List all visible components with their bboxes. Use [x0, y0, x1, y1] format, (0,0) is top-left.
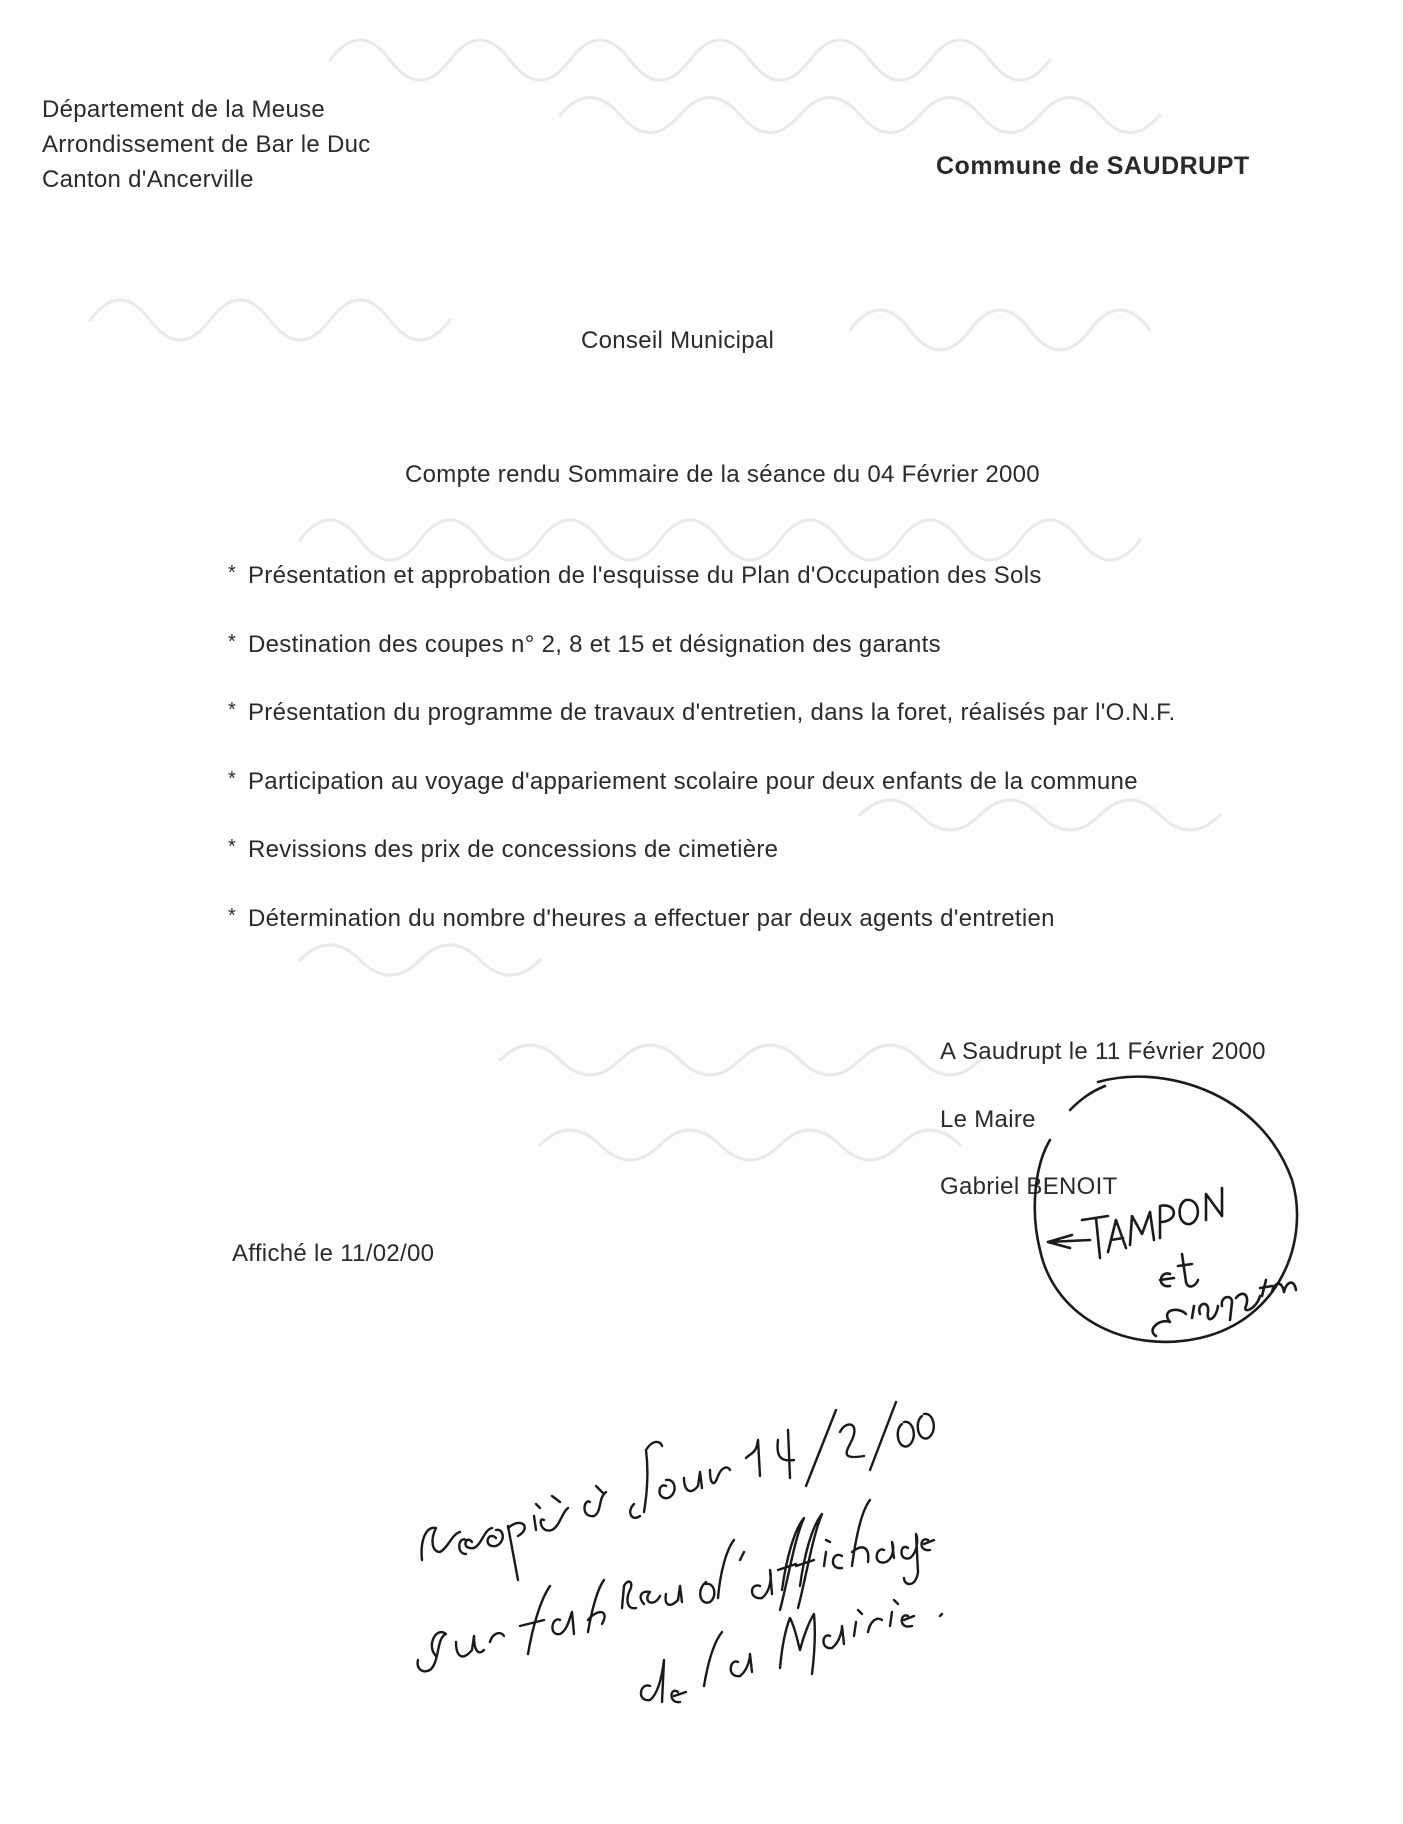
department-line: Département de la Meuse	[42, 96, 326, 123]
council-title: Conseil Municipal	[581, 327, 775, 354]
agenda-item	[228, 699, 1175, 768]
agenda-item	[228, 562, 1175, 631]
agenda-item	[228, 631, 1175, 700]
agenda-list	[228, 562, 1175, 973]
agenda-item-text: Présentation du programme de travaux d'entretien, dans la foret, réalisés par l'O.N.F.	[248, 699, 1176, 726]
bullet-asterisk: *	[228, 699, 237, 721]
agenda-item	[228, 836, 1175, 905]
arrondissement-line: Arrondissement de Bar le Duc	[42, 131, 371, 158]
mayor-title: Le Maire	[940, 1106, 1036, 1133]
bullet-asterisk: *	[228, 630, 237, 653]
summary-title: Compte rendu Sommaire de la séance du 04 Février 2000	[405, 461, 1040, 488]
canton-line: Canton d'Ancerville	[42, 166, 254, 193]
agenda-item-text: Revissions des prix de concessions de cimetière	[248, 836, 779, 863]
agenda-item-text: Destination des coupes n° 2, 8 et 15 et désignation des garants	[248, 630, 941, 658]
agenda-item	[228, 768, 1175, 837]
mayor-name: Gabriel BENOIT	[940, 1173, 1118, 1200]
agenda-item-text: Présentation et approbation de l'esquisse du Plan d'Occupation des Sols	[248, 562, 1042, 589]
signature-place-date: A Saudrupt le 11 Février 2000	[940, 1038, 1266, 1065]
bullet-asterisk: *	[228, 904, 237, 927]
agenda-item-text: Détermination du nombre d'heures a effectuer par deux agents d'entretien	[248, 904, 1055, 932]
bullet-asterisk: *	[228, 767, 237, 790]
handwritten-note	[400, 1290, 1100, 1730]
commune-name: Commune de SAUDRUPT	[936, 152, 1250, 180]
agenda-item-text: Participation au voyage d'appariement scolaire pour deux enfants de la commune	[248, 767, 1138, 795]
bullet-asterisk: *	[228, 562, 237, 584]
header-address	[42, 92, 371, 197]
bullet-asterisk: *	[228, 836, 237, 858]
posted-date: Affiché le 11/02/00	[232, 1240, 435, 1267]
agenda-item	[228, 905, 1175, 974]
